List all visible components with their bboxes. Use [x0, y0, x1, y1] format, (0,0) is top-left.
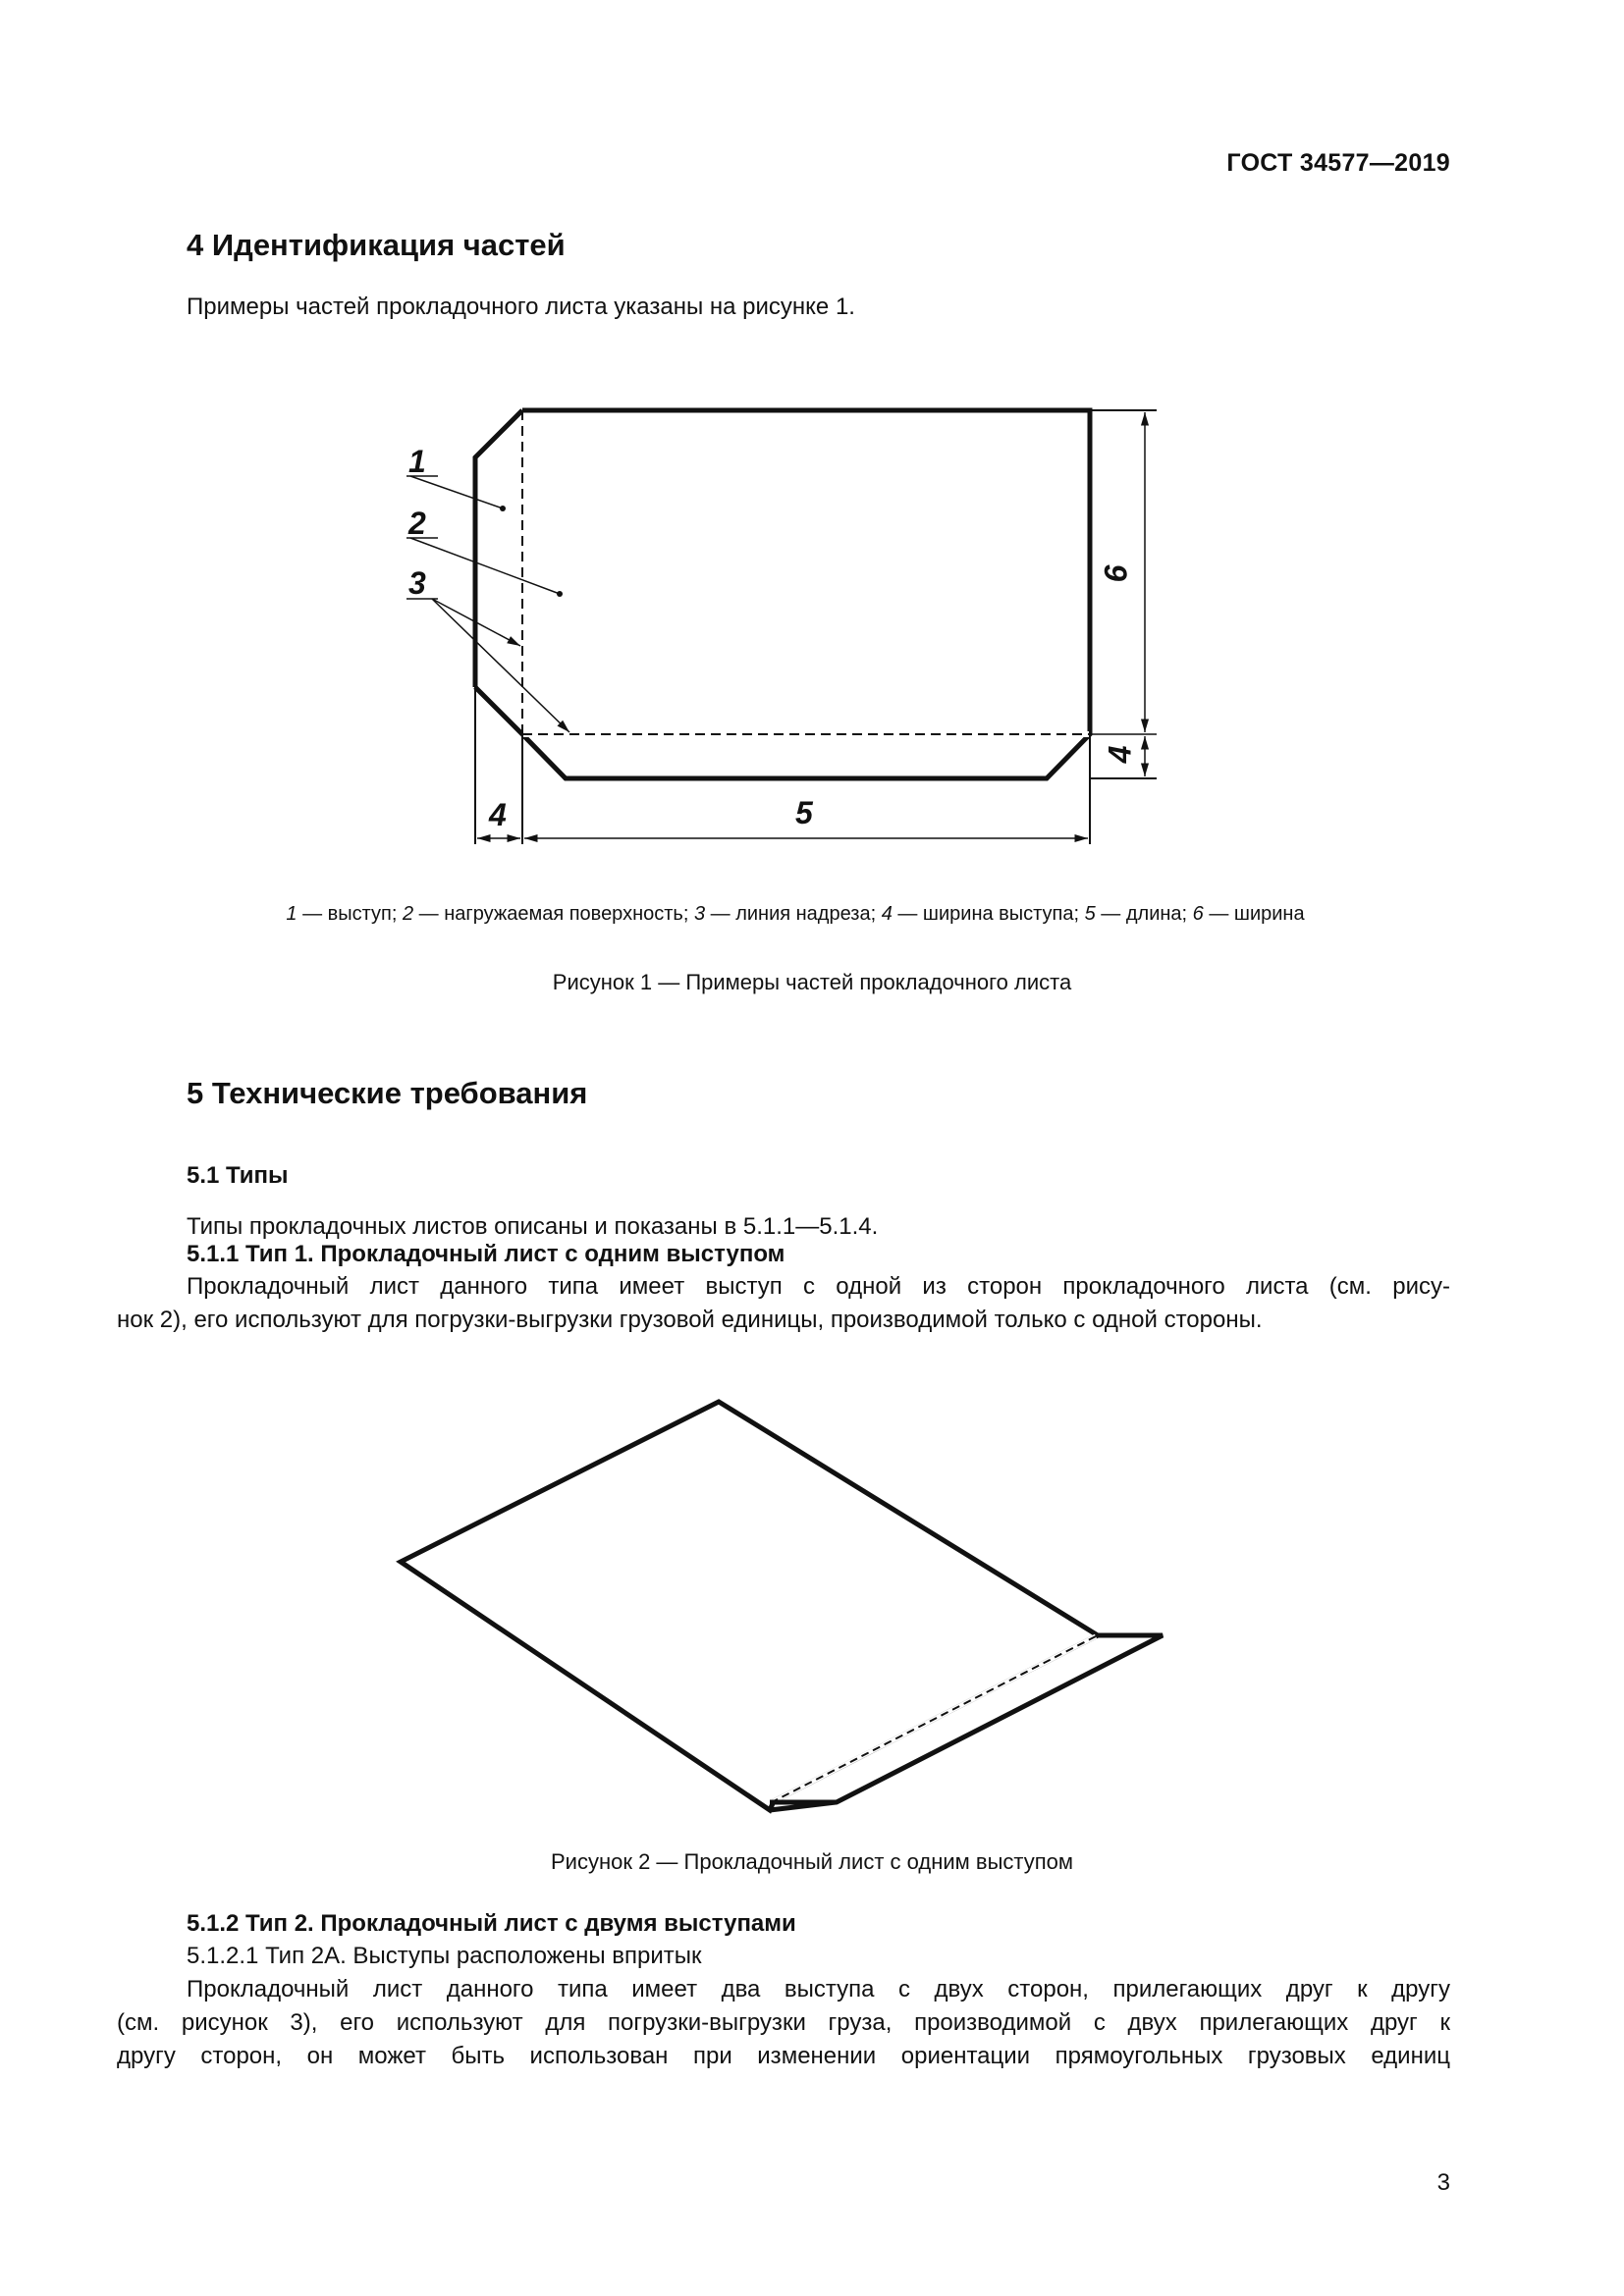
section-5-1-2-1-line-2: (см. рисунок 3), его используют для погрузки-выгрузки груза, производимой с двух прилегающих друг к	[117, 2009, 1450, 2036]
figure-1-caption: Рисунок 1 — Примеры частей прокладочного листа	[552, 970, 1072, 994]
section-5-1-1-heading: 5.1.1 Тип 1. Прокладочный лист с одним выступом	[187, 1241, 785, 1267]
figure-1-legend: 1 — выступ; 2 — нагружаемая поверхность; 3 — линия надреза; 4 — ширина выступа; 5 — длина; 6 — ширина	[286, 903, 1305, 925]
section-5-1-2-1-heading: 5.1.2.1 Тип 2А. Выступы расположены впритык	[187, 1943, 702, 1969]
section-4-intro: Примеры частей прокладочного листа указаны на рисунке 1.	[187, 294, 855, 320]
section-4-heading: 4 Идентификация частей	[187, 228, 566, 262]
leader-1	[410, 476, 503, 508]
section-5-1-text: Типы прокладочных листов описаны и показаны в 5.1.1—5.1.4.	[187, 1213, 879, 1240]
sheet-body	[401, 1402, 1098, 1810]
sheet-lip	[770, 1635, 1163, 1810]
document-code: ГОСТ 34577—2019	[1226, 149, 1450, 177]
fig1-label-4-right: 4	[1102, 745, 1138, 764]
lip-edge	[475, 687, 522, 734]
fig1-label-4-bottom: 4	[489, 797, 507, 832]
section-5-1-2-1-paragraph	[117, 1973, 1450, 2073]
figure-2-diagram	[0, 1374, 1624, 1826]
section-5-1-2-heading: 5.1.2 Тип 2. Прокладочный лист с двумя выступами	[187, 1910, 796, 1937]
page-number: 3	[1436, 2169, 1450, 2196]
fig1-label-1: 1	[408, 444, 426, 479]
section-5-1-1-line-1: Прокладочный лист данного типа имеет выступ с одной из сторон прокладочного листа (см. рису-	[187, 1273, 1450, 1300]
fig1-label-6: 6	[1098, 564, 1134, 583]
section-5-heading: 5 Технические требования	[187, 1076, 588, 1110]
fig1-label-3: 3	[408, 565, 426, 601]
fig1-label-2: 2	[408, 506, 426, 541]
section-5-1-2-1-line-1: Прокладочный лист данного типа имеет два выступа с двух сторон, прилегающих друг к другу	[187, 1976, 1450, 2002]
sheet-outline	[475, 410, 1090, 778]
fig1-label-5: 5	[795, 795, 813, 830]
figure-1-diagram	[0, 0, 1624, 883]
section-5-1-1-paragraph	[117, 1270, 1450, 1337]
figure-2-caption: Рисунок 2 — Прокладочный лист с одним выступом	[551, 1849, 1073, 1874]
section-5-1-1-line-2: нок 2), его используют для погрузки-выгрузки грузовой единицы, производимой только с одной стороны.	[117, 1307, 1263, 1333]
section-5-1-heading: 5.1 Типы	[187, 1162, 289, 1189]
section-5-1-2-1-line-3: другу сторон, он может быть использован при изменении ориентации прямоугольных грузовых единиц	[117, 2043, 1450, 2069]
leader-2	[410, 538, 560, 594]
